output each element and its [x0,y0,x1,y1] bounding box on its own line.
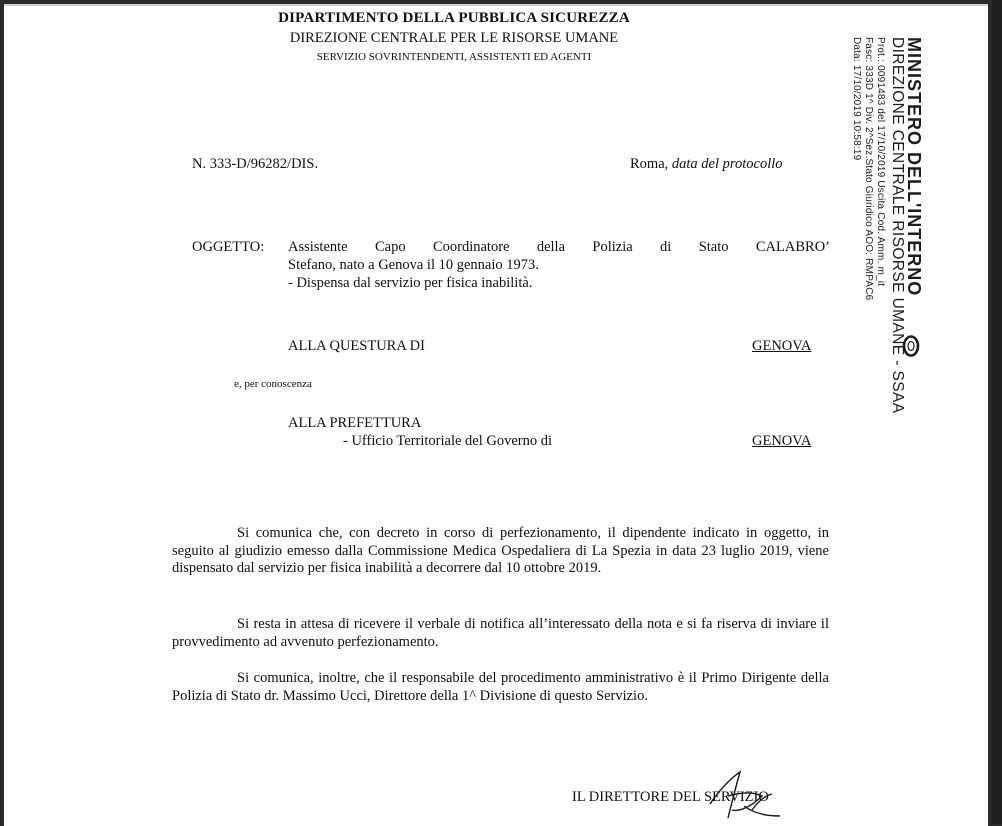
subject-line-2: Stefano, nato a Genova il 10 gennaio 1973. [288,257,539,273]
place: Roma, [630,156,669,172]
handwritten-signature [692,766,802,826]
recipient-primary-city: GENOVA [752,338,812,354]
letterhead-department: DIPARTIMENTO DELLA PUBBLICA SICUREZZA [278,10,630,26]
emblem-icon [902,334,920,358]
stamp-protocol: Prot.: 0091483 del 17/10/2019 Uscita Cod. Amm. m_it [875,37,886,287]
place-date [630,156,783,173]
stamp-date: Data: 17/10/2019 10:58:19 [851,37,862,161]
signature-title: IL DIRETTORE DEL SERVIZIO [572,789,769,805]
cc-label: e, per conoscenza [234,378,312,390]
protocol-number: N. 333-D/96282/DIS. [192,156,319,172]
recipient-secondary-city: GENOVA [752,433,812,449]
subject-line-1: Assistente Capo Coordinatore della Polizia di Stato CALABRO’ [288,239,830,255]
body-paragraph-3: Si comunica, inoltre, che il responsabile del procedimento amministrativo è il Primo Dirigente della Polizia di Stato dr. Massimo Ucci, Direttore della 1^ Divisione di questo Servizio. [172,670,829,704]
viewer-edge [992,0,1002,824]
body-paragraph-2: Si resta in attesa di ricevere il verbale di notifica all’interessato della nota e si fa riserva di inviare il provvedimento ad avvenuto perfezionamento. [172,616,829,650]
recipient-secondary-office: - Ufficio Territoriale del Governo di [343,433,553,449]
document-page [4,4,988,826]
stamp-directorate: DIREZIONE CENTRALE RISORSE UMANE - SSAA [889,37,906,414]
subject-label: OGGETTO: [192,239,265,255]
recipient-primary-label: ALLA QUESTURA DI [288,338,425,354]
date: data del protocollo [671,156,783,172]
letterhead-directorate: DIREZIONE CENTRALE PER LE RISORSE UMANE [289,30,619,46]
letterhead-service: SERVIZIO SOVRINTENDENTI, ASSISTENTI ED AGENTI [316,51,592,63]
stamp-ministry: MINISTERO DELL'INTERNO [904,37,924,297]
subject-line-3: - Dispensa dal servizio per fisica inabilità. [288,275,533,291]
recipient-secondary-label: ALLA PREFETTURA [288,415,422,431]
body-paragraph-1: Si comunica che, con decreto in corso di perfezionamento, il dipendente indicato in oggetto, in seguito al giudizio emesso dalla Commissione Medica Ospedaliera di La Spezia in data 23 luglio 2019, viene dispensato dal servizio per fisica inabilità a decorrere dal 10 ottobre 2019. [172,525,829,576]
stamp-file: Fasc: 333D 1^ Div. 2^Sez.Stato Giuridico AOO: RMPAC6 [863,37,874,301]
